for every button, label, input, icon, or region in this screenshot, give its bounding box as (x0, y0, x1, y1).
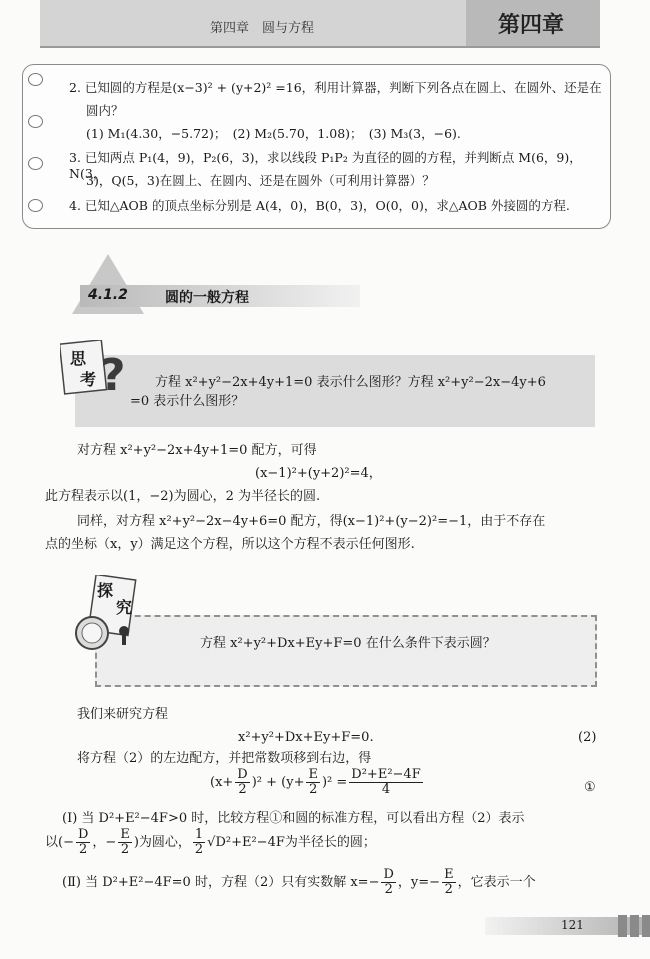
case1-part-c: )为圆心， (133, 835, 191, 850)
fraction-e-over-2 (306, 768, 320, 797)
fraction-denominator: 2 (238, 782, 247, 797)
study-step: 将方程（2）的左边配方，并把常数项移到右边，得 (77, 751, 372, 766)
think-question (130, 373, 590, 411)
case1-part-a: 以(− (45, 835, 74, 850)
binder-ring-icon (28, 73, 43, 86)
equation-tag-2: (2) (578, 730, 597, 745)
fraction-denominator: 2 (309, 782, 318, 797)
explore-label-char1: 探 (97, 581, 114, 600)
think-line2: =0 表示什么图形？ (130, 394, 245, 409)
exercise-3-line2: 3)，Q(5，3)在圆上、在圆内、还是在圆外（可利用计算器）？ (86, 173, 435, 188)
fraction-denominator: 2 (444, 882, 453, 897)
fraction-numerator: D (383, 867, 394, 882)
case1-part-b: ，− (92, 835, 117, 850)
body-paragraph1-line1: 对方程 x²+y²−2x+4y+1=0 配方，可得 (77, 443, 317, 458)
exercise-2-line1: 2. 已知圆的方程是(x−3)² + (y+2)² =16，利用计算器，判断下列各点在圆上、在圆外、还是在 (69, 80, 602, 95)
body-paragraph2-line2: 点的坐标（x，y）满足这个方程，所以这个方程不表示任何图形. (45, 537, 415, 552)
binder-ring-icon (28, 199, 43, 212)
eq1-part-a: (x+ (210, 775, 234, 790)
footer-block (642, 915, 650, 937)
fraction-denominator: 2 (194, 842, 204, 857)
think-label-char1: 思 (70, 349, 87, 368)
body-paragraph2-line1: 同样，对方程 x²+y²−2x−4y+6=0 配方，得(x−1)²+(y−2)²=−1，由于不存在 (77, 514, 546, 529)
explore-label-char2: 究 (116, 598, 133, 617)
fraction-denominator: 2 (384, 882, 393, 897)
fraction-d-over-2 (76, 828, 90, 857)
fraction-d-over-2 (381, 868, 395, 897)
explore-box (95, 615, 597, 687)
binder-ring-icon (28, 115, 43, 128)
fraction-numerator: E (308, 767, 318, 782)
equation-tag-1: ① (584, 780, 596, 795)
fraction-discriminant-over-4 (349, 768, 422, 797)
case2-line1 (62, 868, 536, 897)
body-equation1: (x−1)²+(y+2)²=4， (255, 466, 382, 481)
case1-part-d: 为半径长的圆； (284, 835, 376, 850)
study-intro: 我们来研究方程 (77, 707, 169, 722)
radius-sqrt-expression: √D²+E²−4F (207, 835, 285, 850)
fraction-denominator: 4 (381, 782, 391, 797)
section-title: 圆的一般方程 (165, 290, 249, 306)
case2-part-c: ，它表示一个 (457, 875, 536, 890)
chapter-label: 第四章 (498, 13, 565, 38)
case2-part-a: (Ⅱ) 当 D²+E²−4F=0 时，方程（2）只有实数解 x=− (62, 875, 380, 890)
case2-part-b: ，y=− (397, 875, 441, 890)
binder-ring-icon (28, 157, 43, 170)
section-number: 4.1.2 (88, 287, 128, 303)
exercise-2-points: (1) M₁(4.30，−5.72)； (2) M₂(5.70，1.08)； (3) M₃(3，−6). (86, 126, 461, 141)
fraction-denominator: 2 (120, 842, 130, 857)
running-header-title: 第四章 圆与方程 (210, 21, 315, 36)
header-rule (40, 46, 600, 48)
fraction-numerator: D (237, 767, 248, 782)
explore-question: 方程 x²+y²+Dx+Ey+F=0 在什么条件下表示圆？ (200, 636, 496, 651)
case1-line2 (45, 828, 376, 857)
general-circle-equation: x²+y²+Dx+Ey+F=0. (238, 730, 374, 745)
fraction-numerator: 1 (194, 827, 204, 842)
exercise-2-line2: 圆内？ (86, 103, 124, 118)
footer-block (618, 915, 627, 937)
page-number: 121 (561, 918, 584, 932)
fraction-numerator: D²+E²−4F (351, 767, 421, 782)
body-paragraph1-line2: 此方程表示以(1，−2)为圆心，2 为半径长的圆. (45, 489, 321, 504)
completed-square-equation (210, 768, 425, 797)
footer-block (630, 915, 639, 937)
fraction-denominator: 2 (79, 842, 88, 857)
eq1-part-c: )² = (321, 775, 348, 790)
fraction-d-over-2 (235, 768, 249, 797)
fraction-numerator: E (444, 867, 454, 882)
fraction-one-half (193, 828, 205, 857)
fraction-numerator: D (77, 827, 89, 842)
case1-line1: (Ⅰ) 当 D²+E²−4F>0 时，比较方程①和圆的标准方程，可以看出方程（2）表示 (62, 811, 525, 826)
exercise-3-line1: 3. 已知两点 P₁(4，9)，P₂(6，3)，求以线段 P₁P₂ 为直径的圆的方程，并判断点 M(6，9)，N(3， (69, 150, 582, 181)
eq1-part-b: )² + (y+ (251, 775, 305, 790)
fraction-e-over-2 (442, 868, 456, 897)
think-label-char2: 考 (80, 370, 97, 389)
fraction-numerator: E (120, 827, 130, 842)
question-mark-icon: ? (100, 350, 126, 401)
exercise-4-line1: 4. 已知△AOB 的顶点坐标分别是 A(4，0)，B(0，3)，O(0，0)，求△AOB 外接圆的方程. (69, 198, 570, 213)
fraction-e-over-2 (118, 828, 132, 857)
think-line1: 方程 x²+y²−2x+4y+1=0 表示什么图形？方程 x²+y²−2x−4y+6 (155, 375, 546, 390)
